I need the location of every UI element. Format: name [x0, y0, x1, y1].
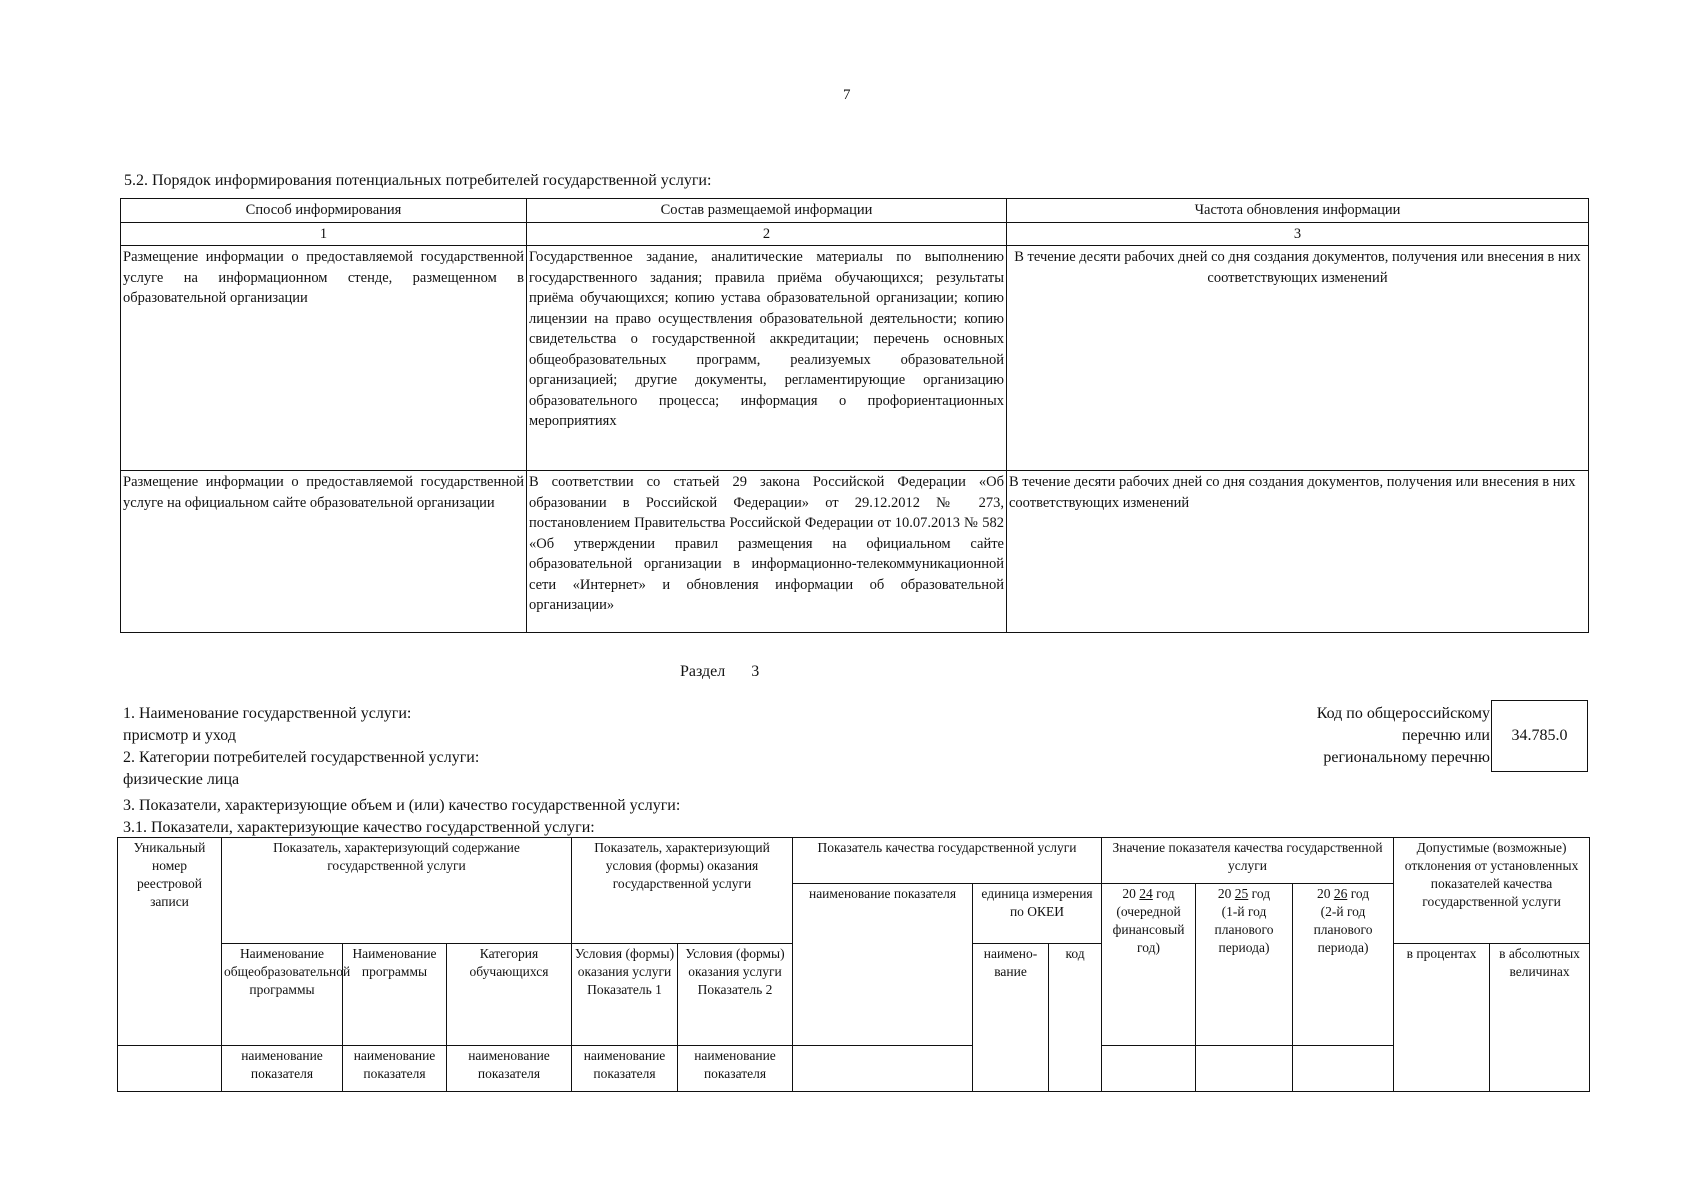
section-title-word: Раздел [680, 663, 726, 680]
quality-label: 3.1. Показатели, характеризующие качество государственной услуги: [123, 819, 595, 836]
consumers-value: физические лица [123, 771, 240, 788]
col-number: 3 [1007, 222, 1589, 246]
sub-header-program: Наименование общеобразовательной программы [222, 944, 343, 1046]
service-info-block [123, 703, 680, 839]
header-quality-indicator: Показатель качества государственной услуги [793, 838, 1102, 884]
empty-cell [1196, 1046, 1293, 1092]
section-title [680, 661, 759, 683]
col-method-header: Способ информирования [121, 199, 527, 223]
informing-table [120, 198, 1589, 633]
sub-header-percent: в процентах [1394, 944, 1490, 1092]
row-method: Размещение информации о предоставляемой государственной услуге на информационном стенде, размещенном в образовательной организации [121, 246, 527, 471]
sub-header-absolute: в абсолютных величинах [1490, 944, 1590, 1092]
ind-name-cell: наименование показателя [447, 1046, 572, 1092]
header-quality-values: Значение показателя качества государственной услуги [1102, 838, 1394, 884]
sub-header-program-name: Наименование программы [343, 944, 447, 1046]
section-title-number: 3 [751, 663, 760, 680]
section-52-heading: 5.2. Порядок информирования потенциальных потребителей государственной услуги: [124, 172, 712, 189]
header-indicator-name: наименование показателя [793, 884, 973, 1046]
consumers-label: 2. Категории потребителей государственной услуги: [123, 749, 480, 766]
indicators-label: 3. Показатели, характеризующие объем и (или) качество государственной услуги: [123, 797, 681, 814]
sub-header-unit-name: наимено-вание [973, 944, 1049, 1092]
row-frequency: В течение десяти рабочих дней со дня создания документов, получения или внесения в них соответствующих изменений [1007, 471, 1589, 633]
row-content: В соответствии со статьей 29 закона Российской Федерации «Об образовании в Российской Федерации» от 29.12.2012 № 273, постановлением Правительства Российской Федерации от 10.07.2013 № 582 «Об утверждении правил размещения на официальном сайте образовательной организации в информационно-телекоммуникационной сети «Интернет» и обновления информации об образовательной организации» [527, 471, 1007, 633]
col-content-header: Состав размещаемой информации [527, 199, 1007, 223]
header-content-indicator: Показатель, характеризующий содержание государственной услуги [222, 838, 572, 944]
header-unit-okei: единица измерения по ОКЕИ [973, 884, 1102, 944]
header-unique-number: Уникальный номер реестровой записи [118, 838, 222, 1046]
informing-table-header [121, 199, 1589, 223]
table-row [121, 471, 1589, 633]
header-year-3: 20 26 год (2-й год планового периода) [1293, 884, 1394, 1046]
header-deviation: Допустимые (возможные) отклонения от установленных показателей качества государственной услуги [1394, 838, 1590, 944]
service-name-value: присмотр и уход [123, 727, 236, 744]
header-year-2: 20 25 год (1-й год планового периода) [1196, 884, 1293, 1046]
sub-header-category: Категория обучающихся [447, 944, 572, 1046]
ind-name-cell: наименование показателя [572, 1046, 678, 1092]
code-value-box: 34.785.0 [1491, 700, 1588, 772]
ind-name-cell: наименование показателя [343, 1046, 447, 1092]
row-content: Государственное задание, аналитические материалы по выполнению государственного задания; правила приёма обучающихся; результаты приёма обучающихся; копию устава образовательной организации; копию лицензии на право осуществления образовательной деятельности; копию свидетельства о государственной аккредитации; перечень основных общеобразовательных программ, реализуемых образовательной организацией; другие документы, регламентирующие организацию образовательного процесса; информация о профориентационных мероприятиях [527, 246, 1007, 471]
col-frequency-header: Частота обновления информации [1007, 199, 1589, 223]
ind-name-cell: наименование показателя [678, 1046, 793, 1092]
empty-cell [793, 1046, 973, 1092]
empty-cell [1102, 1046, 1196, 1092]
ind-name-cell: наименование показателя [222, 1046, 343, 1092]
header-conditions-indicator: Показатель, характеризующий условия (формы) оказания государственной услуги [572, 838, 793, 944]
col-number: 2 [527, 222, 1007, 246]
empty-cell [1293, 1046, 1394, 1092]
sub-header-condition-1: Условия (формы) оказания услуги Показатель 1 [572, 944, 678, 1046]
service-name-label: 1. Наименование государственной услуги: [123, 705, 412, 722]
col-number: 1 [121, 222, 527, 246]
informing-table-numbers [121, 222, 1589, 246]
header-year-1: 20 24 год (очередной финансовый год) [1102, 884, 1196, 1046]
table-row [121, 246, 1589, 471]
row-method: Размещение информации о предоставляемой государственной услуге на официальном сайте образовательной организации [121, 471, 527, 633]
page-number: 7 [843, 87, 851, 103]
sub-header-unit-code: код [1049, 944, 1102, 1092]
empty-cell [118, 1046, 222, 1092]
quality-indicators-table [117, 837, 1590, 1092]
code-label: Код по общероссийскому перечню или региональному перечню [1316, 705, 1490, 766]
sub-header-condition-2: Условия (формы) оказания услуги Показатель 2 [678, 944, 793, 1046]
row-frequency: В течение десяти рабочих дней со дня создания документов, получения или внесения в них соответствующих изменений [1007, 246, 1589, 471]
